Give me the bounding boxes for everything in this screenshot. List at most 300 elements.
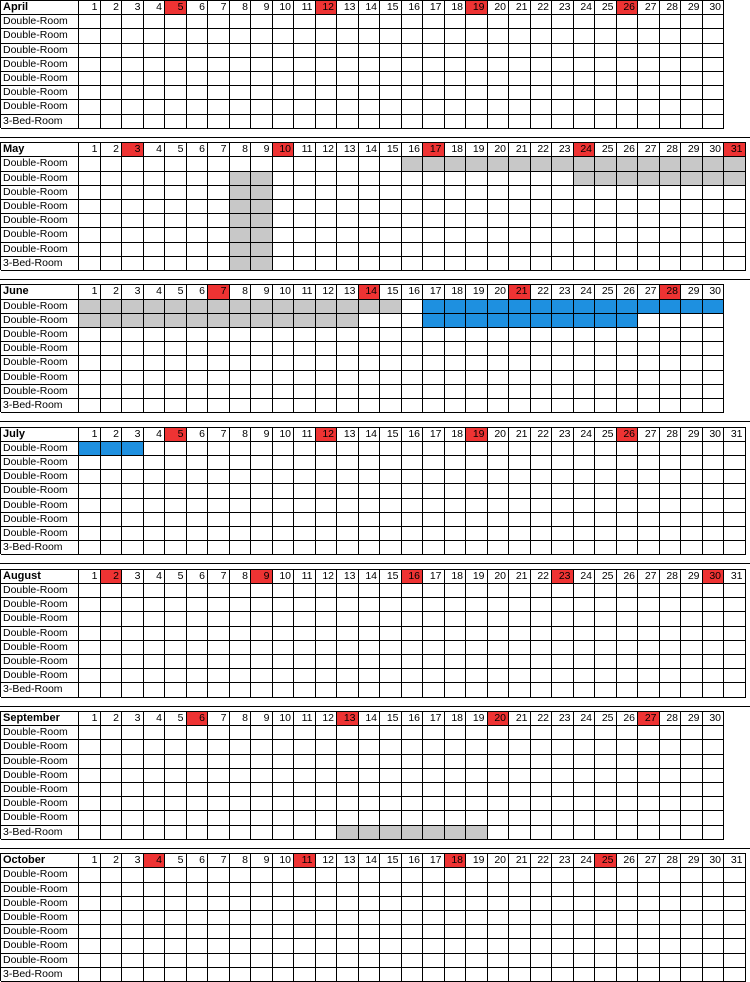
day-cell[interactable] bbox=[552, 172, 574, 186]
day-cell[interactable] bbox=[251, 456, 273, 470]
day-cell[interactable] bbox=[380, 598, 402, 612]
day-cell[interactable] bbox=[445, 783, 467, 797]
day-cell[interactable] bbox=[294, 683, 316, 697]
day-cell[interactable] bbox=[445, 257, 467, 271]
day-cell[interactable] bbox=[337, 172, 359, 186]
day-cell[interactable] bbox=[531, 883, 553, 897]
day-cell[interactable] bbox=[595, 243, 617, 257]
day-cell[interactable] bbox=[617, 186, 639, 200]
day-cell[interactable] bbox=[660, 456, 682, 470]
day-cell[interactable] bbox=[466, 584, 488, 598]
day-cell[interactable] bbox=[402, 86, 424, 100]
day-cell[interactable] bbox=[337, 868, 359, 882]
day-cell[interactable] bbox=[79, 499, 101, 513]
day-cell[interactable] bbox=[101, 72, 123, 86]
day-cell[interactable] bbox=[488, 172, 510, 186]
day-cell[interactable] bbox=[359, 314, 381, 328]
day-cell[interactable] bbox=[122, 513, 144, 527]
day-cell[interactable] bbox=[144, 172, 166, 186]
day-cell[interactable] bbox=[509, 797, 531, 811]
day-cell[interactable] bbox=[165, 157, 187, 171]
day-cell[interactable] bbox=[466, 883, 488, 897]
day-cell[interactable] bbox=[337, 72, 359, 86]
day-cell[interactable] bbox=[251, 300, 273, 314]
day-cell[interactable] bbox=[681, 58, 703, 72]
day-cell[interactable] bbox=[617, 200, 639, 214]
day-header[interactable]: 2 bbox=[101, 428, 123, 442]
day-cell[interactable] bbox=[359, 484, 381, 498]
day-cell[interactable] bbox=[638, 811, 660, 825]
day-header[interactable]: 24 bbox=[574, 854, 596, 868]
day-header[interactable]: 4 bbox=[144, 712, 166, 726]
day-cell[interactable] bbox=[638, 683, 660, 697]
day-cell[interactable] bbox=[423, 228, 445, 242]
day-cell[interactable] bbox=[509, 300, 531, 314]
day-cell[interactable] bbox=[638, 456, 660, 470]
day-cell[interactable] bbox=[79, 612, 101, 626]
day-header[interactable]: 9 bbox=[251, 285, 273, 299]
day-cell[interactable] bbox=[552, 44, 574, 58]
day-cell[interactable] bbox=[316, 968, 338, 982]
day-cell[interactable] bbox=[681, 968, 703, 982]
day-cell[interactable] bbox=[638, 228, 660, 242]
day-cell[interactable] bbox=[681, 15, 703, 29]
day-cell[interactable] bbox=[165, 385, 187, 399]
day-cell[interactable] bbox=[101, 342, 123, 356]
day-cell[interactable] bbox=[294, 641, 316, 655]
day-cell[interactable] bbox=[79, 541, 101, 555]
day-cell[interactable] bbox=[380, 15, 402, 29]
day-cell[interactable] bbox=[681, 627, 703, 641]
day-cell[interactable] bbox=[445, 513, 467, 527]
day-cell[interactable] bbox=[660, 641, 682, 655]
day-cell[interactable] bbox=[316, 883, 338, 897]
day-cell[interactable] bbox=[466, 470, 488, 484]
day-header[interactable]: 12 bbox=[316, 570, 338, 584]
day-cell[interactable] bbox=[509, 513, 531, 527]
day-cell[interactable] bbox=[79, 740, 101, 754]
day-cell[interactable] bbox=[359, 214, 381, 228]
day-cell[interactable] bbox=[251, 86, 273, 100]
day-cell[interactable] bbox=[660, 100, 682, 114]
day-cell[interactable] bbox=[273, 314, 295, 328]
day-cell[interactable] bbox=[574, 826, 596, 840]
day-header[interactable]: 15 bbox=[380, 143, 402, 157]
day-header[interactable]: 24 bbox=[574, 712, 596, 726]
day-cell[interactable] bbox=[122, 939, 144, 953]
day-cell[interactable] bbox=[552, 740, 574, 754]
day-cell[interactable] bbox=[574, 499, 596, 513]
day-cell[interactable] bbox=[509, 641, 531, 655]
day-cell[interactable] bbox=[337, 726, 359, 740]
day-cell[interactable] bbox=[660, 29, 682, 43]
day-header[interactable]: 10 bbox=[273, 143, 295, 157]
day-cell[interactable] bbox=[187, 954, 209, 968]
day-header[interactable]: 22 bbox=[531, 285, 553, 299]
day-cell[interactable] bbox=[122, 29, 144, 43]
day-cell[interactable] bbox=[402, 58, 424, 72]
day-cell[interactable] bbox=[337, 214, 359, 228]
day-cell[interactable] bbox=[251, 954, 273, 968]
day-cell[interactable] bbox=[294, 584, 316, 598]
day-header[interactable]: 3 bbox=[122, 1, 144, 15]
day-cell[interactable] bbox=[488, 243, 510, 257]
day-cell[interactable] bbox=[144, 641, 166, 655]
day-cell[interactable] bbox=[681, 541, 703, 555]
day-cell[interactable] bbox=[660, 925, 682, 939]
day-cell[interactable] bbox=[488, 44, 510, 58]
day-cell[interactable] bbox=[638, 598, 660, 612]
day-header[interactable]: 26 bbox=[617, 1, 639, 15]
day-header[interactable]: 4 bbox=[144, 428, 166, 442]
day-cell[interactable] bbox=[660, 783, 682, 797]
day-cell[interactable] bbox=[294, 740, 316, 754]
day-cell[interactable] bbox=[574, 385, 596, 399]
day-cell[interactable] bbox=[316, 243, 338, 257]
day-cell[interactable] bbox=[316, 783, 338, 797]
day-cell[interactable] bbox=[144, 740, 166, 754]
day-cell[interactable] bbox=[531, 968, 553, 982]
day-cell[interactable] bbox=[509, 314, 531, 328]
day-cell[interactable] bbox=[251, 755, 273, 769]
day-cell[interactable] bbox=[122, 883, 144, 897]
day-cell[interactable] bbox=[359, 826, 381, 840]
day-header[interactable]: 21 bbox=[509, 570, 531, 584]
day-cell[interactable] bbox=[294, 314, 316, 328]
day-cell[interactable] bbox=[359, 911, 381, 925]
day-header[interactable]: 19 bbox=[466, 854, 488, 868]
day-header[interactable]: 15 bbox=[380, 854, 402, 868]
day-cell[interactable] bbox=[552, 683, 574, 697]
day-cell[interactable] bbox=[294, 627, 316, 641]
day-cell[interactable] bbox=[337, 385, 359, 399]
day-cell[interactable] bbox=[638, 584, 660, 598]
day-cell[interactable] bbox=[703, 598, 725, 612]
day-header[interactable]: 27 bbox=[638, 428, 660, 442]
day-cell[interactable] bbox=[294, 58, 316, 72]
day-cell[interactable] bbox=[337, 470, 359, 484]
day-cell[interactable] bbox=[251, 683, 273, 697]
day-header[interactable]: 28 bbox=[660, 143, 682, 157]
day-cell[interactable] bbox=[187, 100, 209, 114]
day-cell[interactable] bbox=[165, 58, 187, 72]
day-cell[interactable] bbox=[552, 157, 574, 171]
day-cell[interactable] bbox=[122, 257, 144, 271]
day-cell[interactable] bbox=[509, 86, 531, 100]
day-cell[interactable] bbox=[681, 939, 703, 953]
day-header[interactable]: 29 bbox=[681, 712, 703, 726]
day-cell[interactable] bbox=[509, 15, 531, 29]
day-cell[interactable] bbox=[187, 868, 209, 882]
day-cell[interactable] bbox=[187, 470, 209, 484]
day-cell[interactable] bbox=[165, 44, 187, 58]
day-cell[interactable] bbox=[230, 115, 252, 129]
day-cell[interactable] bbox=[574, 612, 596, 626]
day-cell[interactable] bbox=[445, 300, 467, 314]
day-cell[interactable] bbox=[531, 484, 553, 498]
day-cell[interactable] bbox=[359, 200, 381, 214]
day-cell[interactable] bbox=[230, 172, 252, 186]
day-cell[interactable] bbox=[380, 868, 402, 882]
day-cell[interactable] bbox=[681, 883, 703, 897]
day-cell[interactable] bbox=[402, 740, 424, 754]
day-cell[interactable] bbox=[101, 214, 123, 228]
day-cell[interactable] bbox=[574, 669, 596, 683]
day-cell[interactable] bbox=[552, 513, 574, 527]
day-cell[interactable] bbox=[445, 484, 467, 498]
day-cell[interactable] bbox=[380, 897, 402, 911]
day-cell[interactable] bbox=[488, 86, 510, 100]
day-cell[interactable] bbox=[488, 257, 510, 271]
day-cell[interactable] bbox=[703, 100, 725, 114]
day-cell[interactable] bbox=[165, 783, 187, 797]
day-cell[interactable] bbox=[509, 897, 531, 911]
day-cell[interactable] bbox=[660, 214, 682, 228]
day-cell[interactable] bbox=[574, 769, 596, 783]
day-cell[interactable] bbox=[531, 214, 553, 228]
day-cell[interactable] bbox=[617, 954, 639, 968]
day-cell[interactable] bbox=[681, 371, 703, 385]
day-cell[interactable] bbox=[703, 499, 725, 513]
day-cell[interactable] bbox=[273, 783, 295, 797]
day-cell[interactable] bbox=[724, 442, 746, 456]
day-cell[interactable] bbox=[509, 243, 531, 257]
day-cell[interactable] bbox=[122, 442, 144, 456]
day-cell[interactable] bbox=[402, 15, 424, 29]
day-header[interactable]: 19 bbox=[466, 428, 488, 442]
day-cell[interactable] bbox=[509, 541, 531, 555]
day-cell[interactable] bbox=[101, 797, 123, 811]
day-cell[interactable] bbox=[122, 797, 144, 811]
day-cell[interactable] bbox=[144, 726, 166, 740]
day-cell[interactable] bbox=[509, 612, 531, 626]
day-cell[interactable] bbox=[79, 214, 101, 228]
day-cell[interactable] bbox=[79, 100, 101, 114]
day-cell[interactable] bbox=[488, 300, 510, 314]
day-cell[interactable] bbox=[660, 826, 682, 840]
day-cell[interactable] bbox=[552, 769, 574, 783]
day-cell[interactable] bbox=[165, 342, 187, 356]
day-cell[interactable] bbox=[595, 584, 617, 598]
day-cell[interactable] bbox=[359, 385, 381, 399]
day-cell[interactable] bbox=[144, 456, 166, 470]
day-cell[interactable] bbox=[595, 371, 617, 385]
day-cell[interactable] bbox=[251, 243, 273, 257]
day-cell[interactable] bbox=[359, 755, 381, 769]
day-header[interactable]: 11 bbox=[294, 428, 316, 442]
day-cell[interactable] bbox=[638, 172, 660, 186]
day-cell[interactable] bbox=[144, 314, 166, 328]
day-cell[interactable] bbox=[122, 44, 144, 58]
day-header[interactable]: 12 bbox=[316, 143, 338, 157]
day-cell[interactable] bbox=[509, 968, 531, 982]
day-header[interactable]: 12 bbox=[316, 854, 338, 868]
day-cell[interactable] bbox=[466, 954, 488, 968]
day-cell[interactable] bbox=[402, 442, 424, 456]
day-cell[interactable] bbox=[165, 655, 187, 669]
day-cell[interactable] bbox=[552, 527, 574, 541]
day-cell[interactable] bbox=[423, 172, 445, 186]
day-cell[interactable] bbox=[531, 172, 553, 186]
day-cell[interactable] bbox=[79, 484, 101, 498]
day-cell[interactable] bbox=[380, 157, 402, 171]
day-cell[interactable] bbox=[681, 669, 703, 683]
day-cell[interactable] bbox=[724, 954, 746, 968]
day-cell[interactable] bbox=[638, 442, 660, 456]
day-cell[interactable] bbox=[552, 15, 574, 29]
day-cell[interactable] bbox=[423, 484, 445, 498]
day-cell[interactable] bbox=[316, 826, 338, 840]
day-header[interactable]: 10 bbox=[273, 712, 295, 726]
day-cell[interactable] bbox=[445, 612, 467, 626]
day-cell[interactable] bbox=[466, 328, 488, 342]
day-cell[interactable] bbox=[531, 86, 553, 100]
day-cell[interactable] bbox=[337, 769, 359, 783]
day-header[interactable]: 16 bbox=[402, 143, 424, 157]
day-header[interactable]: 3 bbox=[122, 712, 144, 726]
day-cell[interactable] bbox=[488, 811, 510, 825]
day-cell[interactable] bbox=[681, 911, 703, 925]
day-cell[interactable] bbox=[273, 897, 295, 911]
day-cell[interactable] bbox=[552, 72, 574, 86]
day-cell[interactable] bbox=[617, 385, 639, 399]
day-cell[interactable] bbox=[208, 257, 230, 271]
day-header[interactable]: 7 bbox=[208, 570, 230, 584]
day-header[interactable]: 8 bbox=[230, 285, 252, 299]
day-cell[interactable] bbox=[101, 683, 123, 697]
day-cell[interactable] bbox=[101, 883, 123, 897]
day-cell[interactable] bbox=[251, 726, 273, 740]
day-cell[interactable] bbox=[187, 115, 209, 129]
day-cell[interactable] bbox=[79, 683, 101, 697]
day-cell[interactable] bbox=[445, 86, 467, 100]
day-cell[interactable] bbox=[617, 939, 639, 953]
day-cell[interactable] bbox=[208, 897, 230, 911]
day-header[interactable]: 24 bbox=[574, 1, 596, 15]
day-cell[interactable] bbox=[187, 157, 209, 171]
day-cell[interactable] bbox=[79, 797, 101, 811]
day-cell[interactable] bbox=[638, 627, 660, 641]
day-cell[interactable] bbox=[337, 954, 359, 968]
day-cell[interactable] bbox=[122, 627, 144, 641]
day-cell[interactable] bbox=[617, 513, 639, 527]
day-cell[interactable] bbox=[316, 328, 338, 342]
day-cell[interactable] bbox=[423, 612, 445, 626]
day-cell[interactable] bbox=[638, 257, 660, 271]
day-cell[interactable] bbox=[466, 72, 488, 86]
day-cell[interactable] bbox=[337, 669, 359, 683]
day-cell[interactable] bbox=[316, 484, 338, 498]
day-cell[interactable] bbox=[488, 484, 510, 498]
day-cell[interactable] bbox=[488, 100, 510, 114]
day-cell[interactable] bbox=[638, 513, 660, 527]
day-cell[interactable] bbox=[294, 513, 316, 527]
day-header[interactable]: 24 bbox=[574, 428, 596, 442]
day-cell[interactable] bbox=[574, 470, 596, 484]
day-cell[interactable] bbox=[294, 755, 316, 769]
day-cell[interactable] bbox=[208, 939, 230, 953]
day-cell[interactable] bbox=[402, 683, 424, 697]
day-cell[interactable] bbox=[122, 58, 144, 72]
day-cell[interactable] bbox=[531, 29, 553, 43]
day-cell[interactable] bbox=[208, 172, 230, 186]
day-header[interactable]: 29 bbox=[681, 143, 703, 157]
day-cell[interactable] bbox=[316, 228, 338, 242]
day-cell[interactable] bbox=[724, 612, 746, 626]
day-header[interactable]: 11 bbox=[294, 854, 316, 868]
day-cell[interactable] bbox=[595, 897, 617, 911]
day-cell[interactable] bbox=[230, 925, 252, 939]
day-cell[interactable] bbox=[488, 456, 510, 470]
day-cell[interactable] bbox=[316, 954, 338, 968]
day-cell[interactable] bbox=[273, 726, 295, 740]
day-cell[interactable] bbox=[337, 328, 359, 342]
day-cell[interactable] bbox=[359, 186, 381, 200]
day-header[interactable]: 1 bbox=[79, 570, 101, 584]
day-cell[interactable] bbox=[122, 968, 144, 982]
day-cell[interactable] bbox=[509, 740, 531, 754]
day-cell[interactable] bbox=[122, 541, 144, 555]
day-cell[interactable] bbox=[509, 769, 531, 783]
day-header[interactable]: 8 bbox=[230, 570, 252, 584]
day-cell[interactable] bbox=[552, 655, 574, 669]
day-cell[interactable] bbox=[251, 186, 273, 200]
day-cell[interactable] bbox=[617, 627, 639, 641]
day-cell[interactable] bbox=[165, 228, 187, 242]
day-cell[interactable] bbox=[316, 172, 338, 186]
day-header[interactable]: 13 bbox=[337, 1, 359, 15]
day-cell[interactable] bbox=[552, 954, 574, 968]
day-cell[interactable] bbox=[273, 442, 295, 456]
day-cell[interactable] bbox=[122, 228, 144, 242]
day-cell[interactable] bbox=[230, 968, 252, 982]
day-header[interactable]: 17 bbox=[423, 428, 445, 442]
day-cell[interactable] bbox=[531, 243, 553, 257]
day-cell[interactable] bbox=[402, 214, 424, 228]
day-cell[interactable] bbox=[230, 783, 252, 797]
day-cell[interactable] bbox=[122, 484, 144, 498]
day-cell[interactable] bbox=[273, 641, 295, 655]
day-cell[interactable] bbox=[509, 328, 531, 342]
day-header[interactable]: 27 bbox=[638, 143, 660, 157]
day-cell[interactable] bbox=[617, 442, 639, 456]
day-cell[interactable] bbox=[445, 172, 467, 186]
day-header[interactable]: 19 bbox=[466, 712, 488, 726]
day-cell[interactable] bbox=[144, 29, 166, 43]
day-cell[interactable] bbox=[681, 385, 703, 399]
day-cell[interactable] bbox=[359, 584, 381, 598]
day-cell[interactable] bbox=[703, 399, 725, 413]
day-cell[interactable] bbox=[445, 755, 467, 769]
day-cell[interactable] bbox=[79, 456, 101, 470]
day-cell[interactable] bbox=[681, 740, 703, 754]
day-cell[interactable] bbox=[359, 811, 381, 825]
day-cell[interactable] bbox=[187, 342, 209, 356]
day-cell[interactable] bbox=[380, 954, 402, 968]
day-cell[interactable] bbox=[101, 740, 123, 754]
day-cell[interactable] bbox=[79, 356, 101, 370]
day-cell[interactable] bbox=[380, 115, 402, 129]
day-cell[interactable] bbox=[638, 868, 660, 882]
day-cell[interactable] bbox=[273, 655, 295, 669]
day-cell[interactable] bbox=[660, 399, 682, 413]
day-cell[interactable] bbox=[101, 513, 123, 527]
day-cell[interactable] bbox=[79, 300, 101, 314]
day-cell[interactable] bbox=[187, 371, 209, 385]
day-cell[interactable] bbox=[79, 783, 101, 797]
day-cell[interactable] bbox=[531, 356, 553, 370]
day-cell[interactable] bbox=[273, 627, 295, 641]
